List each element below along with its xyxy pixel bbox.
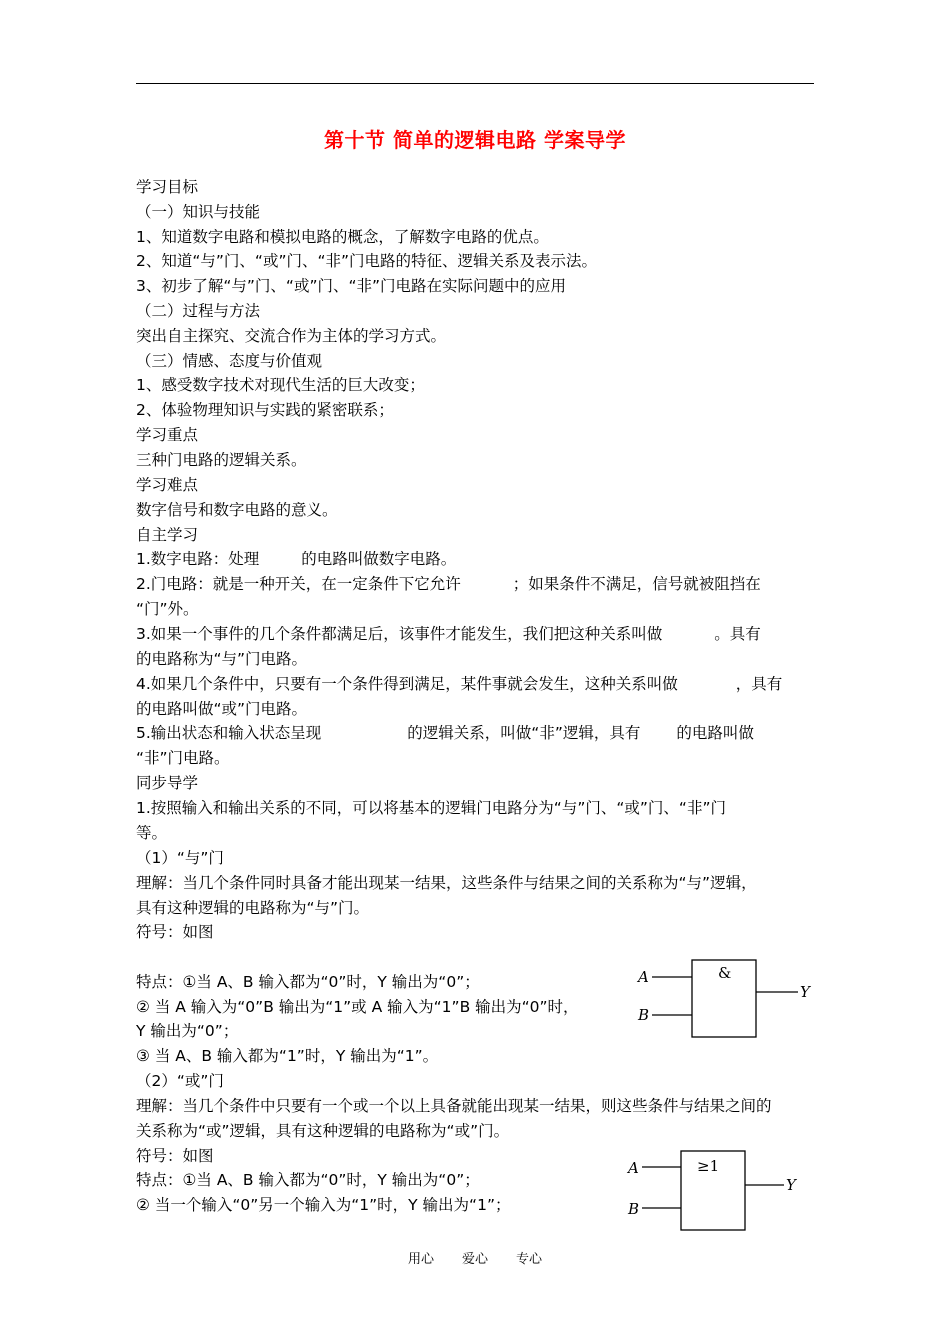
text-line: 数字信号和数字电路的意义。 bbox=[136, 501, 338, 519]
text-line: ③ 当 A、B 输入都为“1”时，Y 输出为“1”。 bbox=[136, 1047, 439, 1065]
fill-in-question-1: 1.数字电路：处理 的电路叫做数字电路。 bbox=[136, 550, 457, 568]
text-line: 的电路叫做“或”门电路。 bbox=[136, 700, 308, 718]
text-line: 等。 bbox=[136, 824, 168, 842]
text-line: ② 当 A 输入为“0”B 输出为“1”或 A 输入为“1”B 输出为“0”时， bbox=[136, 998, 579, 1016]
text-line: 1.按照输入和输出关系的不同，可以将基本的逻辑门电路分为“与”门、“或”门、“非”门 bbox=[136, 799, 726, 817]
header-rule bbox=[136, 83, 814, 84]
and-gate-input-b: B bbox=[638, 1006, 650, 1024]
text-line: 3、初步了解“与”门、“或”门、“非”门电路在实际问题中的应用 bbox=[136, 277, 567, 295]
or-gate-diagram bbox=[622, 1147, 812, 1239]
fill-in-question-3: 3.如果一个事件的几个条件都满足后，该事件才能发生，我们把这种关系叫做 。具有 bbox=[136, 625, 761, 643]
text-line: “非”门电路。 bbox=[136, 749, 230, 767]
text-line: 关系称为“或”逻辑，具有这种逻辑的电路称为“或”门。 bbox=[136, 1122, 510, 1140]
footer-text: 用心 bbox=[407, 1252, 434, 1267]
fill-in-question-4: 4.如果几个条件中，只要有一个条件得到满足，某件事就会发生，这种关系叫做 ，具有 bbox=[136, 675, 783, 693]
section-heading: 学习重点 bbox=[136, 426, 199, 444]
text-line: 理解：当几个条件同时具备才能出现某一结果，这些条件与结果之间的关系称为“与”逻辑， bbox=[136, 874, 757, 892]
subsection-heading: （1）“与”门 bbox=[136, 849, 224, 867]
or-gate-label: ≥1 bbox=[697, 1157, 720, 1175]
text-line: 特点：①当 A、B 输入都为“0”时，Y 输出为“0”； bbox=[136, 1171, 480, 1189]
and-gate-output: Y bbox=[800, 983, 810, 1001]
subsection-heading: （一）知识与技能 bbox=[136, 203, 261, 221]
text-line: 1、知道数字电路和模拟电路的概念，了解数字电路的优点。 bbox=[136, 228, 549, 246]
text-line: 具有这种逻辑的电路称为“与”门。 bbox=[136, 899, 370, 917]
text-line: Y 输出为“0”； bbox=[136, 1022, 239, 1040]
text-line: 2、知道“与”门、“或”门、“非”门电路的特征、逻辑关系及表示法。 bbox=[136, 252, 598, 270]
footer-text: 爱心 bbox=[461, 1252, 488, 1267]
and-gate-diagram bbox=[632, 952, 822, 1046]
fill-in-question-5: 5.输出状态和输入状态呈现 的逻辑关系，叫做“非”逻辑，具有 的电路叫做 bbox=[136, 724, 754, 742]
fill-in-question-2: 2.门电路：就是一种开关，在一定条件下它允许 ；如果条件不满足，信号就被阻挡在 bbox=[136, 575, 761, 593]
or-gate-output: Y bbox=[786, 1176, 796, 1194]
text-line: 特点：①当 A、B 输入都为“0”时，Y 输出为“0”； bbox=[136, 973, 480, 991]
and-gate-input-a: A bbox=[638, 968, 649, 986]
text-line: 突出自主探究、交流合作为主体的学习方式。 bbox=[136, 327, 447, 345]
text-line: 理解：当几个条件中只要有一个或一个以上具备就能出现某一结果，则这些条件与结果之间的 bbox=[136, 1097, 772, 1115]
text-line: “门”外。 bbox=[136, 600, 199, 618]
or-gate-input-b: B bbox=[628, 1200, 640, 1218]
text-line: ② 当一个输入“0”另一个输入为“1”时，Y 输出为“1”； bbox=[136, 1196, 511, 1214]
footer-text: 专心 bbox=[516, 1252, 543, 1267]
text-line: 1、感受数字技术对现代生活的巨大改变； bbox=[136, 376, 425, 394]
and-gate-label: & bbox=[718, 964, 732, 982]
text-line: 2、体验物理知识与实践的紧密联系； bbox=[136, 401, 394, 419]
subsection-heading: （二）过程与方法 bbox=[136, 302, 261, 320]
subsection-heading: （2）“或”门 bbox=[136, 1072, 224, 1090]
or-gate-input-a: A bbox=[628, 1159, 639, 1177]
text-line: 符号：如图 bbox=[136, 1147, 214, 1165]
section-heading: 自主学习 bbox=[136, 526, 199, 544]
text-line: 的电路称为“与”门电路。 bbox=[136, 650, 308, 668]
text-line: 符号：如图 bbox=[136, 923, 214, 941]
page-title: 第十节 简单的逻辑电路 学案导学 bbox=[324, 128, 626, 152]
subsection-heading: （三）情感、态度与价值观 bbox=[136, 352, 323, 370]
text-line: 三种门电路的逻辑关系。 bbox=[136, 451, 307, 469]
section-heading: 学习目标 bbox=[136, 178, 199, 196]
section-heading: 同步导学 bbox=[136, 774, 199, 792]
page-footer bbox=[0, 1248, 950, 1267]
section-heading: 学习难点 bbox=[136, 476, 199, 494]
